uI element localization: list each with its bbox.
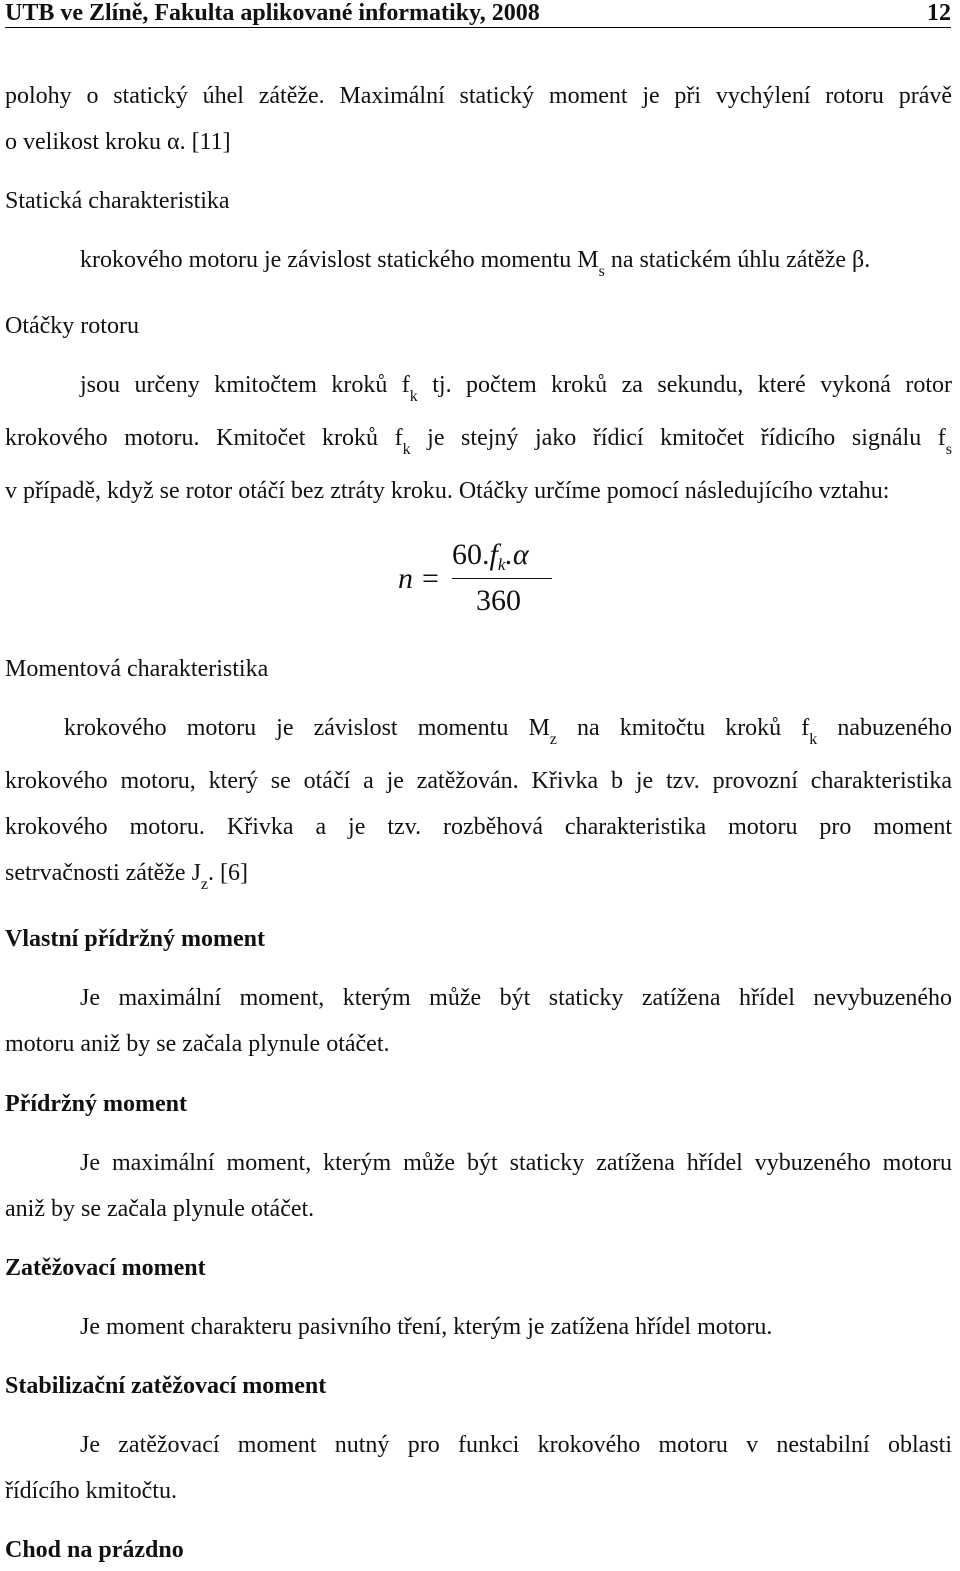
text-span: tj. počtem kroků za sekundu, které vykoná rotor: [417, 372, 952, 398]
text-span: . [6]: [208, 860, 248, 886]
paragraph-line: [5, 424, 952, 458]
text-span: .α: [505, 538, 529, 571]
formula-numerator: [452, 538, 529, 575]
page-number: 12: [927, 0, 951, 26]
subscript: s: [945, 441, 952, 458]
paragraph-line: aniž by se začala plynule otáčet.: [5, 1196, 315, 1222]
paragraph-line: řídícího kmitočtu.: [5, 1478, 177, 1504]
text-span: krokového motoru je závislost momentu M: [64, 715, 550, 741]
paragraph-line: o velikost kroku α. [11]: [5, 129, 231, 155]
paragraph-line: Je maximální moment, kterým může být staticky zatížena hřídel vybuzeného motoru: [80, 1150, 952, 1176]
formula-denominator: 360: [476, 584, 521, 617]
paragraph-line: Je zatěžovací moment nutný pro funkci krokového motoru v nestabilní oblasti: [80, 1432, 952, 1458]
section-heading-static-characteristic: Statická charakteristika: [5, 188, 230, 214]
section-heading-rotor-speed: Otáčky rotoru: [5, 313, 139, 339]
text-span: na statickém úhlu zátěže β.: [604, 247, 871, 273]
paragraph-line: krokového motoru. Křivka a je tzv. rozběhová charakteristika motoru pro moment: [5, 814, 952, 840]
text-span: jsou určeny kmitočtem kroků f: [80, 372, 410, 398]
text-span: je stejný jako řídicí kmitočet řídicího signálu f: [410, 425, 946, 451]
header-title: UTB ve Zlíně, Fakulta aplikované informatiky, 2008: [5, 0, 540, 26]
text-span: na kmitočtu kroků f: [556, 715, 810, 741]
text-span: 60.: [452, 538, 490, 571]
section-heading-stabilizing-load-torque: Stabilizační zatěžovací moment: [5, 1373, 327, 1399]
text-span: setrvačnosti zátěže J: [5, 860, 201, 886]
page-header: [5, 0, 951, 28]
subscript: s: [598, 263, 605, 280]
paragraph-line: [5, 859, 248, 893]
section-heading-idle-run: Chod na prázdno: [5, 1537, 184, 1563]
paragraph-line: polohy o statický úhel zátěže. Maximální statický moment je při vychýlení rotoru právě: [5, 83, 952, 109]
fraction-bar: [452, 578, 552, 579]
subscript: k: [497, 555, 506, 574]
subscript: z: [200, 876, 209, 893]
paragraph-line: krokového motoru, který se otáčí a je zatěžován. Křivka b je tzv. provozní charakteristika: [5, 768, 952, 794]
section-heading-holding-torque: Přídržný moment: [5, 1091, 187, 1117]
paragraph-line: [80, 246, 871, 280]
subscript: z: [549, 731, 557, 748]
section-heading-torque-characteristic: Momentová charakteristika: [5, 656, 269, 682]
subscript: k: [409, 388, 418, 405]
paragraph-line: Je maximální moment, kterým může být staticky zatížena hřídel nevybuzeného: [80, 985, 952, 1011]
text-span: krokového motoru. Kmitočet kroků f: [5, 425, 403, 451]
section-heading-load-torque: Zatěžovací moment: [5, 1255, 206, 1281]
paragraph-line: v případě, když se rotor otáčí bez ztráty kroku. Otáčky určíme pomocí následujícího vztahu:: [5, 478, 890, 504]
formula-equals: =: [422, 562, 439, 595]
section-heading-own-holding-torque: Vlastní přídržný moment: [5, 926, 265, 952]
formula-lhs: n: [398, 562, 413, 595]
paragraph-line: motoru aniž by se začala plynule otáčet.: [5, 1031, 390, 1057]
paragraph-line: Je moment charakteru pasivního tření, kterým je zatížena hřídel motoru.: [80, 1314, 773, 1340]
subscript: k: [809, 731, 818, 748]
text-span: nabuzeného: [817, 715, 952, 741]
speed-formula: [398, 538, 568, 620]
subscript: k: [402, 441, 411, 458]
text-span: krokového motoru je závislost statického momentu M: [80, 247, 599, 273]
paragraph-line: [80, 371, 952, 405]
text-span: f: [489, 538, 498, 571]
paragraph-line: [64, 714, 952, 748]
